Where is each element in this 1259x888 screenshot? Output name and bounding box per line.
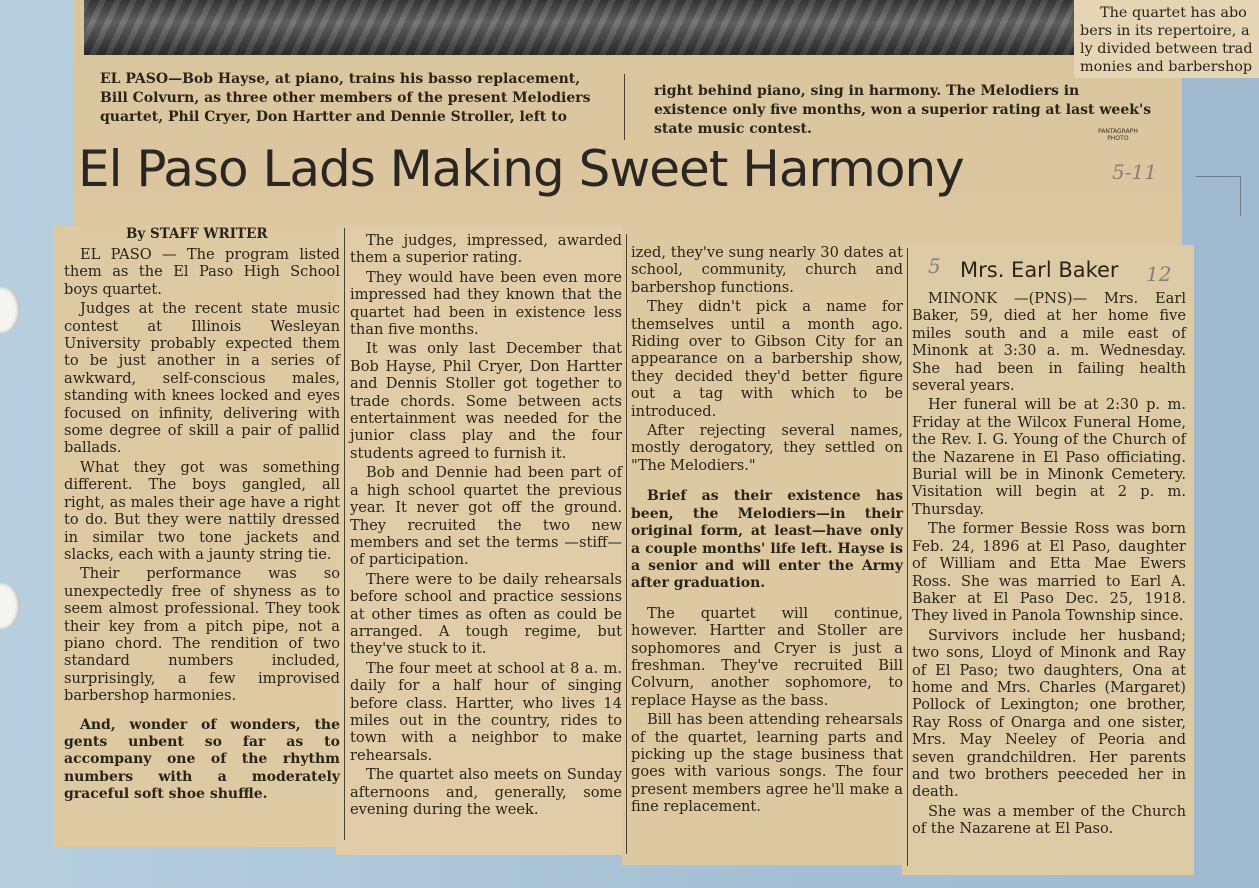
paragraph: Bill has been attending rehearsals of the quartet, learning parts and picking up the stage business that goes with various songs. The four present members agree he'll make a fine replacement. — [631, 711, 903, 816]
byline: By STAFF WRITER — [126, 226, 268, 242]
paragraph: There were to be daily rehearsals before school and practice sessions at other times as often as could be arranged. A tough regime, but they've stuck to it. — [350, 570, 622, 658]
photo-caption-left: EL PASO—Bob Hayse, at piano, trains his basso replacement, Bill Colvurn, as three other members of the present Melodiers quartet, Phil Cryer, Don Hartter and Dennie Stroller, left to — [100, 71, 591, 125]
handwritten-mark: 5 — [928, 254, 941, 278]
paragraph: ized, they've sung nearly 30 dates at school, community, church and barbershop functions. — [631, 244, 903, 296]
caption-divider — [624, 74, 625, 140]
handwritten-mark: 12 — [1146, 262, 1172, 286]
paragraph: After rejecting several names, mostly derogatory, they settled on "The Melodiers." — [631, 422, 903, 474]
paragraph: What they got was something different. The boys gangled, all right, as males their age have a right to do. But they were nattily dressed in similar two tone jackets and slacks, each with a jaunty string tie. — [64, 458, 340, 563]
paragraph: Bob and Dennie had been part of a high school quartet the previous year. It never got off the ground. They recruited the two new members and set the terms —stiff—of participation. — [350, 464, 622, 569]
snippet-line: The quartet has abo — [1100, 5, 1247, 21]
paragraph: The quartet will continue, however. Hartter and Stoller are sophomores and Cryer is just a freshman. They've recruited Bill Colvurn, another sophomore, to replace Hayse as the bass. — [631, 604, 903, 709]
headline: El Paso Lads Making Sweet Harmony — [78, 140, 964, 198]
paragraph: Judges at the recent state music contest at Illinois Wesleyan University probably expected them to be just another in a series of awkward, self-conscious males, standing with knees locked and eyes focused on infinity, delivering with some degree of skill a pair of pallid ballads. — [64, 300, 340, 457]
paragraph: EL PASO — The program listed them as the El Paso High School boys quartet. — [64, 246, 340, 298]
paragraph: MINONK —(PNS)— Mrs. Earl Baker, 59, died at her home five miles south and a mile east of Minonk at 3:30 a. m. Wednesday. She had been in failing health several years. — [912, 290, 1186, 395]
paragraph-bold: And, wonder of wonders, the gents unbent so far as to accompany one of the rhythm numbers with a moderately graceful soft shoe shuffle. — [64, 716, 340, 803]
paragraph: They would have been even more impressed had they known that the quartet had been in existence less than five months. — [350, 268, 622, 339]
paragraph: The former Bessie Ross was born Feb. 24, 1896 at El Paso, daughter of William and Etta Mae Ewers Ross. She was married to Earl A. Baker at El Paso Dec. 25, 1918. They lived in Panola Township since. — [912, 520, 1186, 625]
article-column-3 — [631, 244, 903, 818]
news-photo — [84, 0, 1074, 55]
column-rule — [344, 228, 345, 840]
paragraph: Survivors include her husband; two sons, Lloyd of Minonk and Ray of El Paso; two daughters, Ona at home and Mrs. Charles (Margaret) Pollock of Lexington; one brother, Ray Ross of Onarga and one sister, Mrs. May Neeley of Peoria and seven grandchildren. Her parents and two brothers peeceded her in death. — [912, 626, 1186, 801]
snippet-line: ly divided between trad — [1080, 41, 1253, 57]
column-rule — [626, 234, 627, 854]
credit-line: PHOTO — [1107, 135, 1129, 142]
article-column-2 — [350, 232, 622, 820]
credit-line: PANTAGRAPH — [1098, 128, 1138, 135]
snippet-line: monies and barbershop — [1080, 59, 1253, 75]
obituary-body — [912, 290, 1186, 840]
paragraph: They didn't pick a name for themselves until a month ago. Riding over to Gibson City for an appearance on a barbership show, they decided they'd better figure out a tag with which to be introduced. — [631, 298, 903, 420]
top-right-snippet — [1080, 4, 1253, 76]
paragraph: The judges, impressed, awarded them a superior rating. — [350, 232, 622, 267]
paragraph: Their performance was so unexpectedly free of shyness as to seem almost professional. They took their key from a pitch pipe, not a piano chord. The rendition of two standard numbers included, surprisingly, a few improvised barbershop harmonies. — [64, 565, 340, 705]
obituary-title: Mrs. Earl Baker — [960, 258, 1119, 282]
paragraph: She was a member of the Church of the Nazarene at El Paso. — [912, 802, 1186, 838]
paragraph: It was only last December that Bob Hayse, Phil Cryer, Don Hartter and Dennis Stoller got together to trade chords. Some between acts entertainment was needed for the junior class play and the four students agreed to furnish it. — [350, 340, 622, 462]
column-rule — [907, 248, 908, 866]
photo-credit — [1098, 128, 1138, 142]
snippet-line: bers in its repertoire, a — [1080, 23, 1250, 39]
paragraph-bold: Brief as their existence has been, the Melodiers—in their original form, at least—have only a couple months' life left. Hayse is a senior and will enter the Army after graduation. — [631, 488, 903, 592]
page-mark — [1240, 176, 1241, 216]
photo-caption-right: right behind piano, sing in harmony. The Melodiers in existence only five months, won a superior rating at last week's state music contest. — [654, 83, 1152, 137]
paragraph: The quartet also meets on Sunday afternoons and, generally, some evening during the week. — [350, 766, 622, 818]
paragraph: Her funeral will be at 2:30 p. m. Friday at the Wilcox Funeral Home, the Rev. I. G. Young of the Church of the Nazarene in El Paso officiating. Burial will be in Minonk Cemetery. Visitation will begin at 2 p. m. Thursday. — [912, 396, 1186, 518]
article-column-1 — [64, 246, 340, 806]
page-mark — [1196, 176, 1240, 177]
paragraph: The four meet at school at 8 a. m. daily for a half hour of singing before class. Hartter, who lives 14 miles out in the country, rides to town with a neighbor to make rehearsals. — [350, 659, 622, 764]
handwritten-date: 5-11 — [1112, 160, 1157, 184]
